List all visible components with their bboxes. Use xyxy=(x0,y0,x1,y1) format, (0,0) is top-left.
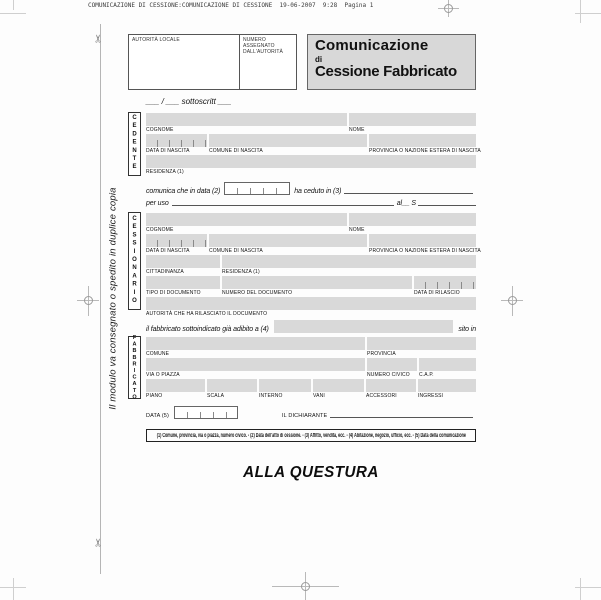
input-box xyxy=(366,379,416,392)
input-box xyxy=(369,234,476,247)
field-provincia-nascita: PROVINCIA O NAZIONE ESTERA DI NASCITA xyxy=(369,234,476,254)
authority-local-cell xyxy=(129,35,240,89)
input-box xyxy=(259,379,311,392)
section-label-fabbricato: FABBRICATO xyxy=(128,336,141,399)
input-box-date xyxy=(146,234,207,247)
input-box xyxy=(349,113,476,126)
input-box xyxy=(146,379,205,392)
recipient-title: ALLA QUESTURA xyxy=(243,464,379,481)
date-box-cessione xyxy=(224,182,290,195)
field-provincia: PROVINCIA xyxy=(367,337,476,357)
section-label-cessionario: CESSIONARIO xyxy=(128,212,141,310)
field-interno: INTERNO xyxy=(259,379,311,399)
field-cittadinanza: CITTADINANZA xyxy=(146,255,220,275)
input-box-adibito xyxy=(274,320,454,333)
fabbricato-row-comune xyxy=(146,337,476,357)
data-label: DATA (5) xyxy=(146,413,169,419)
section-label-cedente: CEDENTE xyxy=(128,112,141,176)
field-provincia-nascita: PROVINCIA O NAZIONE ESTERA DI NASCITA xyxy=(369,134,476,154)
input-box xyxy=(146,276,220,289)
write-line xyxy=(344,192,473,194)
input-box xyxy=(207,379,257,392)
authority-number-label: NUMERO ASSEGNATO DALL'AUTORITÀ xyxy=(243,37,283,55)
input-box xyxy=(146,337,365,350)
signature-row xyxy=(146,406,476,419)
crop-mark xyxy=(575,587,601,588)
intro-line: ___ / ___ sottoscritt ___ xyxy=(146,97,232,106)
cessionario-row-autorita xyxy=(146,297,476,317)
title-line-1: Comunicazione xyxy=(315,37,429,54)
field-data-nascita: DATA DI NASCITA xyxy=(146,134,207,154)
crop-mark xyxy=(580,0,581,23)
cut-line xyxy=(100,24,101,574)
authority-local-label: AUTORITÀ LOCALE xyxy=(132,37,180,43)
crop-mark xyxy=(13,0,14,10)
input-box xyxy=(313,379,364,392)
input-box xyxy=(209,234,367,247)
input-box xyxy=(367,358,417,371)
field-via-o-piazza: VIA O PIAZZA xyxy=(146,358,365,378)
cessionario-row-birth xyxy=(146,234,481,254)
field-numero-documento: NUMERO DEL DOCUMENTO xyxy=(222,276,412,296)
title-line-3: Cessione Fabbricato xyxy=(315,63,457,81)
crop-mark xyxy=(0,13,26,14)
input-box xyxy=(209,134,367,147)
scissors-icon: ✂ xyxy=(93,537,106,548)
input-box-date xyxy=(414,276,476,289)
crop-mark xyxy=(580,578,581,600)
declaration-line-1: comunica che in data (2) ha ceduto in (3) xyxy=(146,182,476,195)
print-job-header: COMUNICAZIONE DI CESSIONE:COMUNICAZIONE DI CESSIONE 19-06-2007 9:28 Pagina 1 xyxy=(88,2,374,9)
field-cap: C.A.P. xyxy=(419,358,476,378)
field-cognome: COGNOME xyxy=(146,113,347,133)
input-box xyxy=(222,255,476,268)
scissors-icon: ✂ xyxy=(93,33,106,44)
title-line-2: di xyxy=(315,54,323,64)
building-line: il fabbricato sottoindicato già adibito a (4) sito in xyxy=(146,320,476,333)
input-box xyxy=(369,134,476,147)
crop-mark xyxy=(575,13,601,14)
input-box xyxy=(349,213,476,226)
side-note: Il modulo va consegnato o spedito in duplice copia xyxy=(107,187,119,410)
field-ingressi: INGRESSI xyxy=(418,379,476,399)
field-vani: VANI xyxy=(313,379,364,399)
field-residenza: RESIDENZA (1) xyxy=(146,155,476,175)
field-accessori: ACCESSORI xyxy=(366,379,416,399)
field-comune-nascita: COMUNE DI NASCITA xyxy=(209,234,367,254)
input-box xyxy=(222,276,412,289)
cessionario-row-documento xyxy=(146,276,476,296)
field-comune: COMUNE xyxy=(146,337,365,357)
field-comune-nascita: COMUNE DI NASCITA xyxy=(209,134,367,154)
declaration-line-2: per uso al__ S xyxy=(146,200,476,207)
field-nome: NOME xyxy=(349,213,476,233)
input-box xyxy=(367,337,476,350)
footnote-bar: (1) Comune, provincia, via o piazza, numero civico. - (2) Data dell'atto di cessione. - (3) Affitto, vendita, ecc. - (4) Abitazione, negozio, ufficio, ecc. - (5) Data della comunicazione xyxy=(146,429,476,442)
fabbricato-row-dettagli xyxy=(146,379,476,399)
authority-box xyxy=(128,34,297,90)
cessionario-row-cittadinanza xyxy=(146,255,476,275)
dichiarante-label: IL DICHIARANTE xyxy=(282,413,328,419)
signature-line xyxy=(330,416,473,418)
input-box xyxy=(146,297,476,310)
cedente-row-residenza xyxy=(146,155,476,175)
input-box xyxy=(146,155,476,168)
field-data-nascita: DATA DI NASCITA xyxy=(146,234,207,254)
field-tipo-documento: TIPO DI DOCUMENTO xyxy=(146,276,220,296)
field-autorita-rilascio: AUTORITÀ CHE HA RILASCIATO IL DOCUMENTO xyxy=(146,297,476,317)
cedente-row-name xyxy=(146,113,476,133)
crop-mark xyxy=(13,578,14,600)
field-piano: PIANO xyxy=(146,379,205,399)
cedente-row-birth xyxy=(146,134,481,154)
field-nome: NOME xyxy=(349,113,476,133)
authority-number-cell xyxy=(240,35,296,89)
field-residenza: RESIDENZA (1) xyxy=(222,255,476,275)
cessionario-row-name xyxy=(146,213,476,233)
field-scala: SCALA xyxy=(207,379,257,399)
input-box xyxy=(419,358,476,371)
input-box-date xyxy=(146,134,207,147)
input-box xyxy=(146,358,365,371)
field-numero-civico: NUMERO CIVICO xyxy=(367,358,417,378)
field-cognome: COGNOME xyxy=(146,213,347,233)
form-title-block xyxy=(307,34,476,90)
input-box xyxy=(146,113,347,126)
write-line xyxy=(172,204,394,206)
write-line xyxy=(418,204,476,206)
input-box xyxy=(146,255,220,268)
date-box-comunicazione xyxy=(174,406,238,419)
input-box xyxy=(418,379,476,392)
input-box xyxy=(146,213,347,226)
fabbricato-row-via xyxy=(146,358,476,378)
field-data-rilascio: DATA DI RILASCIO xyxy=(414,276,476,296)
